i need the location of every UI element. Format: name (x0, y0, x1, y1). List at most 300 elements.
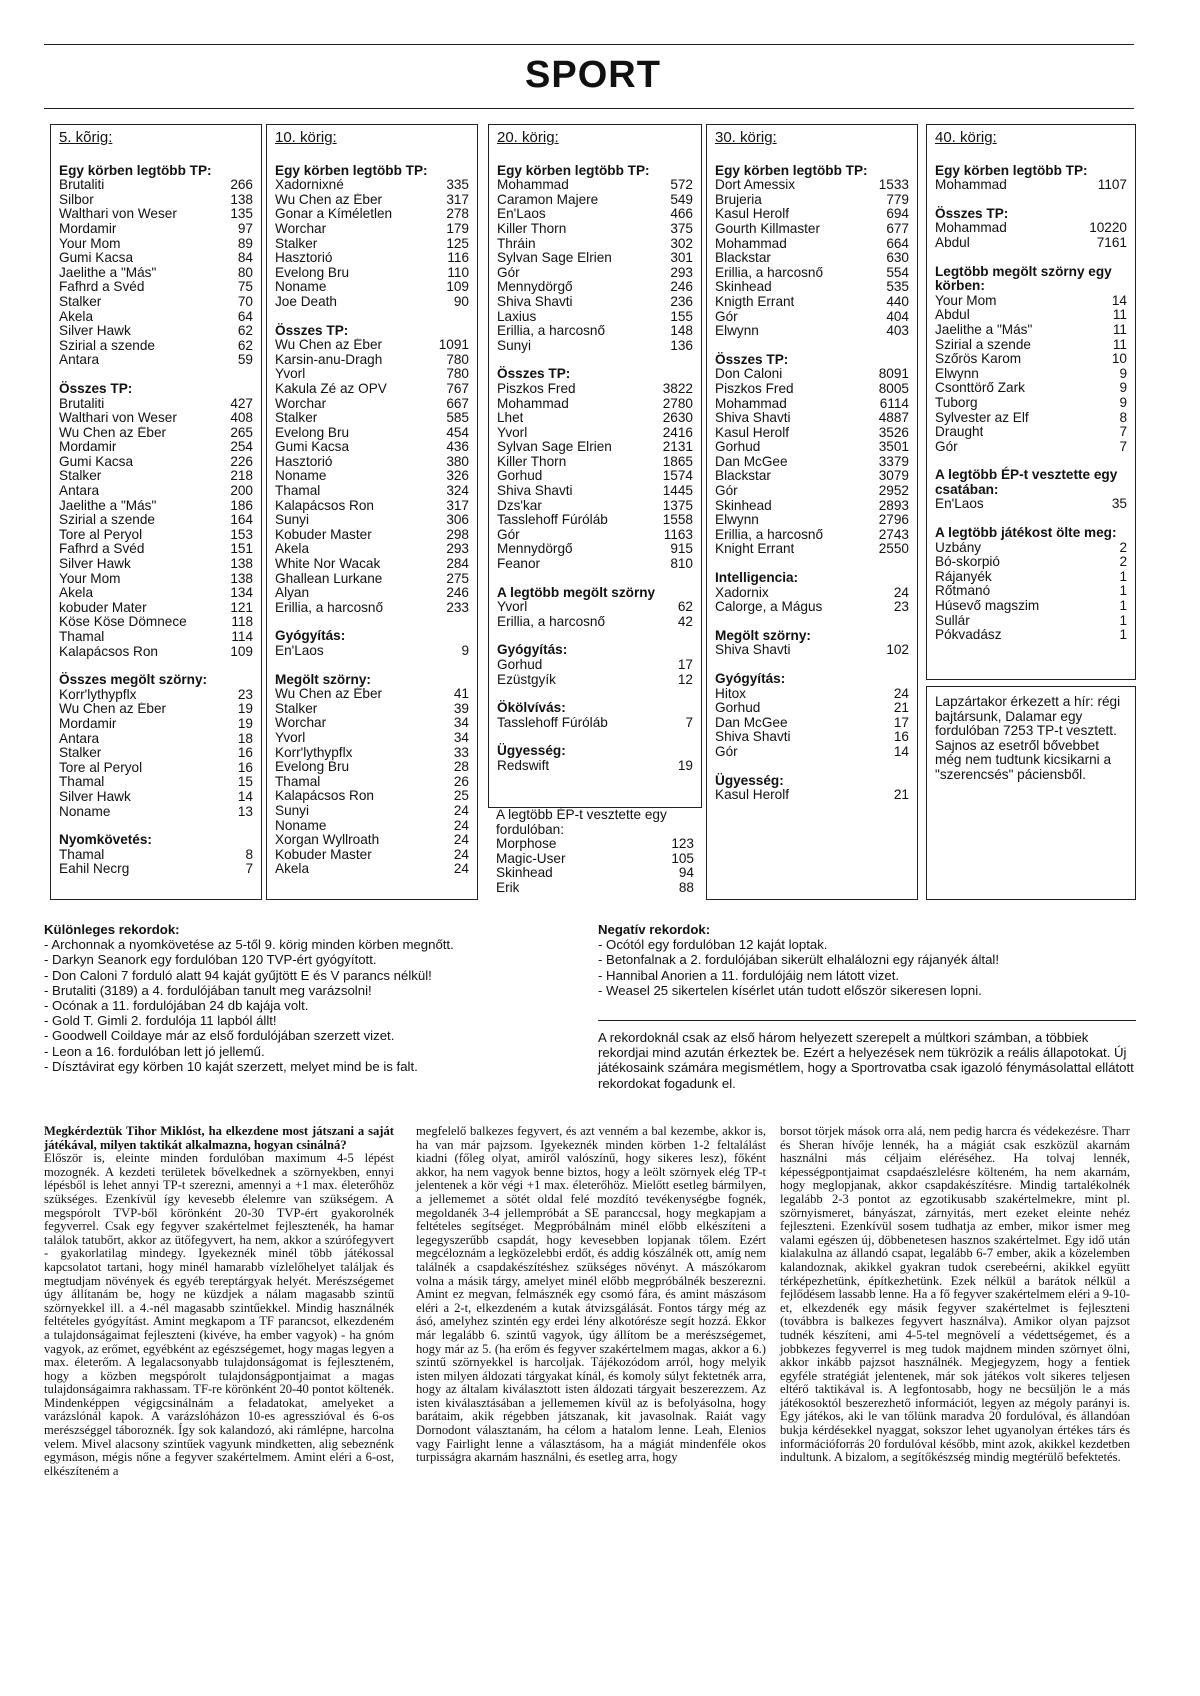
record-row (715, 367, 909, 382)
player-name: Mohammad (715, 396, 787, 411)
record-row (59, 761, 253, 776)
player-name: Shiva Shavti (497, 294, 573, 309)
record-value: 427 (230, 395, 253, 411)
player-name: Thamal (59, 775, 105, 790)
record-value: 121 (230, 599, 253, 615)
record-row (275, 484, 469, 499)
record-value: 23 (893, 599, 909, 615)
record-row (59, 746, 253, 761)
player-name: Your Mom (935, 293, 997, 308)
record-row (715, 701, 909, 716)
section-title: Legtöbb megölt szörny egy körben: (935, 263, 1112, 294)
record-value: 148 (670, 323, 693, 339)
record-row (935, 178, 1127, 193)
player-name: Laxius (497, 309, 537, 324)
record-value: 8091 (878, 366, 909, 382)
player-name: Noname (275, 818, 327, 833)
record-value: 306 (446, 512, 469, 528)
record-value: 9 (461, 643, 469, 658)
record-value: 24 (453, 817, 469, 833)
record-value: 90 (453, 293, 469, 309)
player-name: Don Caloni (715, 367, 783, 382)
record-row (275, 469, 469, 484)
record-value: 62 (237, 323, 253, 339)
player-name: Mohammad (497, 396, 569, 411)
player-name: Jaelithe a "Más" (935, 322, 1033, 337)
record-value: 317 (446, 497, 469, 513)
record-value: 116 (447, 250, 469, 266)
player-name: Gór (935, 439, 958, 454)
player-name: Erik (496, 880, 520, 895)
record-row (935, 411, 1127, 426)
record-row (497, 426, 693, 441)
record-value: 8 (245, 846, 253, 862)
player-name: Sunyi (275, 513, 310, 528)
interview-text-3: borsot törjek mások orra alá, nem pedig harcra és védekezésre. Tharr és Sheran hívője lennék, ha a mágiát csak eszközül akarnám használni más céljaim eléréséhez. Ha tolvaj lennék, képességpontjaimat csapdaészlelésre költeném, ha nem akarnám, hogy meglopjanak, akkor csapdakészítésre. Mindig tartalékolnék legalább 2-3 pontot az egzotikusabb szakértelmekre, mint pl. szörnyismeret, bányászat, zárnyitás, mert ezeket eleinte nehéz fejleszteni. Ezenkívül sosem tudhatja az ember, mikor ismer meg valami egészen új, döbbenetesen hasznos szakértelmet. Egy idő után kialakulna az állandó csapat, legalább 6-7 ember, akik a közelemben kalandoznak, akikkel gyakran tudok cserebeérni, akikkel együtt térképezhetünk, építkezhetünk. Ezek nélkül a barátok nélkül a fejlődésem lassabb lenne. Ha a fő fegyver szakértelmem eléri a 9-10-et, elkezdenék egy másik fegyver szakértelmet is fejleszteni (továbbra is balkezes fegyvert használva). Amikor olyan pajzsot tudnék készíteni, ami 4-5-tel megnövelí a védettségemet, és a jobbkezes fegyverrel is meg tudok majdnem minden szörnyet ölni, akkor inkább pajzsot használnék. Megjegyzem, hogy a fentiek egyféle stratégiát jelentenek, már sok játékos volt sikeres teljesen eltérő taktikával is. A legfontosabb, hogy ne becsüljön le a más játékosoktól beszerezhető információt, legyen az mégoly parányi is. Egy játékos, aki le van tőlünk maradva 20 fordulóval, és állandóan bukja kérdésekkel nyaggat, sokszor lehet ugyanolyan értékes társ és információforrás 20 fordulóval később, mint azok, akikkel kezdetben indultunk. A bizalom, a segítőkészség mindig megtérülő befektetés. (780, 1124, 1130, 1465)
record-row (275, 716, 469, 731)
player-name: Brujeria (715, 192, 762, 207)
record-value: 667 (446, 395, 469, 411)
record-row (497, 295, 693, 310)
record-row (59, 411, 253, 426)
record-row (275, 280, 469, 295)
player-name: Redswift (497, 758, 550, 773)
record-row (715, 455, 909, 470)
player-name: Gór (497, 527, 520, 542)
section-title: Intelligencia: (715, 570, 799, 586)
record-row (59, 513, 253, 528)
section-title: Egy körben legtöbb TP: (935, 162, 1088, 178)
player-name: Dort Amessix (715, 178, 796, 193)
player-name: Worchar (275, 716, 327, 731)
record-value: 2780 (662, 395, 693, 411)
record-row (275, 572, 469, 587)
record-value: 275 (446, 570, 469, 586)
player-name: Piszkos Fred (715, 381, 794, 396)
section-title: Összes TP: (715, 351, 789, 367)
section-title: Összes TP: (59, 380, 133, 396)
player-name: Fafhrd a Svéd (59, 280, 145, 295)
record-value: 278 (446, 206, 469, 222)
record-value: 9 (1119, 365, 1127, 381)
record-row (715, 266, 909, 281)
record-row (497, 397, 693, 412)
record-value: 110 (447, 264, 469, 280)
player-name: Mohammad (497, 178, 569, 193)
record-row (275, 702, 469, 717)
player-name: Evelong Bru (275, 265, 350, 280)
record-value: 3526 (878, 424, 909, 440)
record-row (935, 425, 1127, 440)
player-name: Sylvan Sage Elrien (497, 251, 612, 266)
player-name: Hitox (715, 686, 746, 701)
player-name: Pókvadász (935, 628, 1002, 643)
special-records-list (44, 937, 624, 1074)
record-value: 16 (893, 729, 909, 745)
player-name: Gourth Killmaster (715, 221, 821, 236)
record-row (275, 557, 469, 572)
player-name: Shiva Shavti (715, 411, 791, 426)
player-name: Fafhrd a Svéd (59, 542, 145, 557)
record-value: 136 (670, 337, 693, 353)
player-name: Elwynn (715, 324, 759, 339)
record-row (497, 484, 693, 499)
record-row (715, 499, 909, 514)
page-title: SPORT (525, 54, 661, 96)
record-row (497, 310, 693, 325)
record-value: 1558 (662, 512, 693, 528)
record-value: 1 (1119, 612, 1127, 628)
record-value: 24 (453, 861, 469, 877)
record-row (715, 730, 909, 745)
record-value: 200 (230, 483, 253, 499)
record-row (59, 688, 253, 703)
player-name: Mordamir (59, 716, 117, 731)
record-row (715, 310, 909, 325)
record-row (275, 789, 469, 804)
player-name: Jaelithe a "Más" (59, 265, 157, 280)
record-row (497, 382, 693, 397)
record-value: 164 (230, 512, 253, 528)
record-row (59, 193, 253, 208)
player-name: Blackstar (715, 469, 771, 484)
record-value: 403 (886, 323, 909, 339)
player-name: Sullár (935, 613, 970, 628)
player-name: Joe Death (275, 294, 337, 309)
record-row (935, 396, 1127, 411)
record-row (59, 207, 253, 222)
section-title: Egy körben legtöbb TP: (59, 162, 212, 178)
hp-loss-title: A legtöbb ÉP-t vesztette egy fordulóban: (496, 807, 667, 837)
record-value: 7 (685, 714, 693, 730)
record-row (935, 236, 1127, 251)
record-item: - Leon a 16. fordulóban lett jó jellemű. (44, 1043, 265, 1059)
player-name: Kobuder Master (275, 527, 372, 542)
player-name: Noname (275, 469, 327, 484)
special-records (44, 922, 624, 1074)
record-value: 7 (245, 861, 253, 877)
record-value: 138 (230, 556, 253, 572)
column-heading: 10. körig: (275, 129, 337, 146)
player-name: Ghallean Lurkane (275, 571, 383, 586)
section-title: Ügyesség: (497, 743, 566, 759)
record-row (275, 251, 469, 266)
record-row (275, 833, 469, 848)
record-row (59, 717, 253, 732)
record-value: 11 (1112, 321, 1127, 337)
record-value: 24 (893, 584, 909, 600)
record-value: 138 (230, 570, 253, 586)
player-name: Skinhead (715, 280, 772, 295)
editor-notice: A rekordoknál csak az első három helyezett szerepelt a múltkori számban, a többiek rekordjai mind azután érkeztek be. Ezért a helyezések nem tükrözik a reális állapotokat. Új játékosaink számára megismétlem, hogy a Sportrovatba csak igazoló fénymásolattal ellátott rekordokat fogadunk el. (598, 1030, 1134, 1091)
player-name: Killer Thorn (497, 221, 567, 236)
record-row (59, 732, 253, 747)
player-name: Shiva Shavti (497, 484, 573, 499)
player-name: Kasul Herolf (715, 788, 790, 803)
record-row (715, 788, 909, 803)
player-name: Gór (497, 265, 520, 280)
player-name: Akela (275, 862, 310, 877)
record-value: 1375 (662, 497, 693, 513)
record-row (59, 775, 253, 790)
player-name: Elwynn (935, 366, 979, 381)
player-name: Akela (59, 309, 94, 324)
record-value: 1 (1119, 568, 1127, 584)
record-row (715, 207, 909, 222)
record-row (715, 469, 909, 484)
record-value: 26 (453, 773, 469, 789)
column-round-30 (706, 124, 918, 900)
record-row (59, 251, 253, 266)
column-heading: 20. körig: (497, 129, 559, 146)
player-name: Mordamir (59, 440, 117, 455)
player-name: Szirial a szende (935, 337, 1031, 352)
player-name: Abdul (935, 308, 970, 323)
record-value: 572 (670, 177, 693, 193)
player-name: Akela (59, 586, 94, 601)
record-row (275, 601, 469, 616)
player-name: Eahil Necrg (59, 862, 130, 877)
record-value: 94 (678, 865, 694, 881)
player-name: Wu Chen az Éber (275, 192, 383, 207)
player-name: Yvorl (497, 600, 528, 615)
record-value: 1 (1119, 627, 1127, 643)
record-row (59, 469, 253, 484)
record-value: 17 (893, 714, 909, 730)
player-name: Kasul Herolf (715, 207, 790, 222)
record-value: 7 (1119, 424, 1127, 440)
record-value: 34 (453, 729, 469, 745)
player-name: Kalapácsos Ron (275, 498, 374, 513)
record-row (935, 628, 1127, 643)
interview-column-3 (780, 1125, 1130, 1465)
record-item: - Betonfalnak a 2. fordulójában sikerült elhalálozni egy rájanyék által! (598, 952, 999, 968)
player-name: Stalker (275, 236, 318, 251)
record-row (59, 266, 253, 281)
player-name: Stalker (275, 701, 318, 716)
record-item: - Ocónak a 11. fordulójában 24 db kajája volt. (44, 998, 309, 1014)
player-name: Silver Hawk (59, 789, 131, 804)
player-name: Xadornix (715, 585, 769, 600)
record-value: 62 (237, 337, 253, 353)
news-text: Lapzártakor érkezett a hír: régi bajtársunk, Dalamar egy fordulóban 7253 TP-t vesztett. Sajnos az esetről bővebbet még nem tudtunk kicsikarni a "szerencsés" páciensből. (935, 694, 1121, 782)
record-value: 64 (237, 308, 253, 324)
record-item: - Hannibal Anorien a 11. fordulójáig nem látott vizet. (598, 967, 900, 983)
player-name: Kalapácsos Ron (275, 789, 374, 804)
header-rule-top (44, 44, 1134, 45)
player-name: Your Mom (59, 571, 121, 586)
player-name: Mohammad (715, 236, 787, 251)
record-value: 97 (237, 220, 253, 236)
player-name: Mennydörgő (497, 280, 573, 295)
record-row (715, 440, 909, 455)
record-row (497, 193, 693, 208)
record-value: 218 (230, 468, 253, 484)
player-name: Mohammad (935, 178, 1007, 193)
record-row (59, 528, 253, 543)
record-row (59, 237, 253, 252)
record-value: 780 (446, 351, 469, 367)
player-name: Stalker (59, 746, 102, 761)
record-row (59, 586, 253, 601)
record-item: - Goodwell Coildaye már az első fordulójában szerzett vizet. (44, 1028, 395, 1044)
record-value: 226 (230, 453, 253, 469)
player-name: Szirial a szende (59, 513, 155, 528)
record-item: - Ocótól egy fordulóban 12 kaját loptak. (598, 937, 828, 953)
record-value: 179 (446, 220, 469, 236)
record-value: 293 (670, 264, 693, 280)
record-row (59, 645, 253, 660)
player-name: Silver Hawk (59, 557, 131, 572)
column-heading: 30. körig: (715, 129, 777, 146)
record-value: 1533 (878, 177, 909, 193)
player-name: Antara (59, 353, 100, 368)
player-name: Morphose (496, 837, 557, 852)
record-row (275, 426, 469, 441)
record-value: 466 (670, 206, 693, 222)
record-row (715, 178, 909, 193)
player-name: Rőtmanó (935, 584, 991, 599)
player-name: Xorgan Wyllroath (275, 833, 380, 848)
record-value: 1445 (662, 483, 693, 499)
record-row (59, 440, 253, 455)
record-row (497, 513, 693, 528)
record-row (59, 805, 253, 820)
player-name: Shiva Shavti (715, 730, 791, 745)
column-sections (497, 164, 693, 774)
section-title: Ökölvívás: (497, 700, 566, 716)
player-name: Bó-skorpió (935, 555, 1000, 570)
player-name: Gór (715, 309, 738, 324)
record-value: 16 (237, 759, 253, 775)
hp-loss-record-box (488, 808, 702, 896)
player-name: Kasul Herolf (715, 425, 790, 440)
record-value: 2893 (878, 497, 909, 513)
record-value: 21 (893, 700, 909, 716)
record-row (275, 222, 469, 237)
record-row (935, 570, 1127, 585)
player-name: Thamal (59, 630, 105, 644)
record-value: 694 (886, 206, 909, 222)
record-value: 254 (230, 439, 253, 455)
record-value: 246 (670, 279, 693, 295)
player-name: Evelong Bru (275, 425, 350, 440)
record-value: 16 (237, 745, 253, 761)
player-name: Noname (275, 280, 327, 295)
record-value: 549 (670, 191, 693, 207)
record-value: 134 (230, 585, 253, 601)
record-value: 915 (670, 541, 693, 557)
record-value: 7 (1119, 438, 1127, 454)
player-name: Akela (275, 542, 310, 557)
record-row (275, 862, 469, 877)
record-value: 138 (230, 191, 253, 207)
record-value: 2 (1119, 554, 1127, 570)
player-name: Wu Chen az Éber (275, 338, 383, 353)
player-name: Erillia, a harcosnő (497, 614, 606, 629)
record-row (715, 745, 909, 760)
record-row (59, 280, 253, 295)
record-row (497, 280, 693, 295)
interview-column-2 (416, 1125, 766, 1465)
record-value: 236 (670, 293, 693, 309)
section-title: Gyógyítás: (275, 628, 346, 644)
player-name: Thamal (59, 847, 105, 862)
record-value: 14 (237, 788, 253, 804)
record-row (497, 716, 693, 731)
record-value: 105 (671, 850, 694, 866)
record-row (715, 411, 909, 426)
record-value: 135 (230, 206, 253, 222)
player-name: Mennydörgő (497, 542, 573, 557)
record-value: 440 (886, 293, 909, 309)
player-name: Draught (935, 425, 984, 440)
record-row (497, 222, 693, 237)
record-value: 266 (230, 177, 253, 193)
record-value: 80 (237, 264, 253, 280)
record-row (275, 382, 469, 397)
player-name: Korr'lythypflx (275, 745, 353, 760)
record-value: 677 (886, 220, 909, 236)
record-row (275, 499, 469, 514)
record-value: 88 (678, 879, 694, 895)
record-row (496, 837, 694, 852)
record-value: 2416 (662, 424, 693, 440)
player-name: Dan McGee (715, 454, 788, 469)
record-value: 3822 (662, 380, 693, 396)
record-value: 155 (670, 308, 693, 324)
record-row (935, 221, 1127, 236)
player-name: Karsin-anu-Dragh (275, 352, 383, 367)
record-row (59, 426, 253, 441)
record-value: 326 (446, 468, 469, 484)
record-row (275, 455, 469, 470)
record-value: 265 (230, 424, 253, 440)
record-row (59, 310, 253, 325)
record-value: 62 (677, 599, 693, 615)
interview-text-2: megfelelő balkezes fegyvert, és azt venném a bal kezembe, akkor is, ha van már pajzsom. Igyekeznék minden körben 1-2 feltalálást kiadni (főleg olyat, amiről valószínű, hogy sikeres lesz), főként akkor, ha nem vagyok benne biztos, hogy a leölt szörnyek elég TP-t jelentenek a kör végi +1 max. életerőhöz. Mielőtt esetleg bármilyen, a jellememet a sötét oldal felé mozdító tevékenységbe fognék, megoldanék 3-4 jellempróbát a SE paranccsal, hogy megkapjam a feltételes segítséget. Megpróbálnám minél előbb elkészíteni a legegyszerűbb csapdát, hogy kevesebben lopjanak tőlem. Ezért megcéloznám a legközelebbi erdőt, és addig kószálnék ott, amíg nem találnék a csapdakészítéshez szükséges növényt. A mászókarom volna a másik tárgy, amelyet minél előbb megpróbálnék beszerezni. Amint ez megvan, felmásznék egy csomó fára, és amint mászásom eléri a 2-t, elkezdeném a kutak átvizsgálását. Fontos tárgy még az ásó, amelyhez szintén egy erdei lény alkotórésze segít hozzá. Ekkor már legalább 6. szintű vagyok, úgy állítom be a merészségemet, hogy már az 5. (ha erőm és fegyver szakértelmem magas, akkor a 6.) szintű szörnyekkel is harcoljak. Tájékozódom arról, hogy melyik isten milyen áldozati tárgyakat kínál, és komoly súlyt fektetnék arra, hogy az általam kiválasztott isten áldozati tárgyait beszerezzem. Az isten kiválasztásában a jellememen kívül az is befolyásolna, hogy barátaim, akik régebben játszanak, kit javasolnak. Raiát vagy Dornodont választanám, ha célom a hatalom lenne. Leah, Elenios vagy Fairlight lenne a választásom, ha a mágiát mindenféle okos turpisságra akarnám használni, és esetleg arra, hogy (416, 1124, 766, 1465)
record-row (59, 455, 253, 470)
section-title: Gyógyítás: (715, 671, 786, 686)
record-value: 585 (446, 410, 469, 426)
player-name: Wu Chen az Éber (275, 687, 383, 702)
record-row (715, 426, 909, 441)
section-title: Összes TP: (497, 366, 571, 382)
section-title: Gyógyítás: (497, 642, 568, 658)
record-row (497, 528, 693, 543)
record-value: 125 (446, 235, 469, 251)
record-row (497, 499, 693, 514)
record-value: 2131 (662, 439, 693, 455)
record-row (59, 353, 253, 368)
player-name: Thamal (275, 774, 321, 789)
column-sections (715, 164, 909, 803)
column-sections (59, 164, 253, 877)
record-row (275, 411, 469, 426)
record-row (59, 862, 253, 877)
player-name: Mordamir (59, 221, 117, 236)
record-row (935, 338, 1127, 353)
record-value: 118 (231, 614, 253, 630)
record-value: 779 (886, 191, 909, 207)
record-row (59, 601, 253, 616)
player-name: Worchar (275, 221, 327, 236)
record-value: 9 (1119, 394, 1127, 410)
record-row (935, 294, 1127, 309)
player-name: Lhet (497, 411, 524, 426)
record-value: 84 (237, 250, 253, 266)
record-value: 14 (1111, 292, 1127, 308)
